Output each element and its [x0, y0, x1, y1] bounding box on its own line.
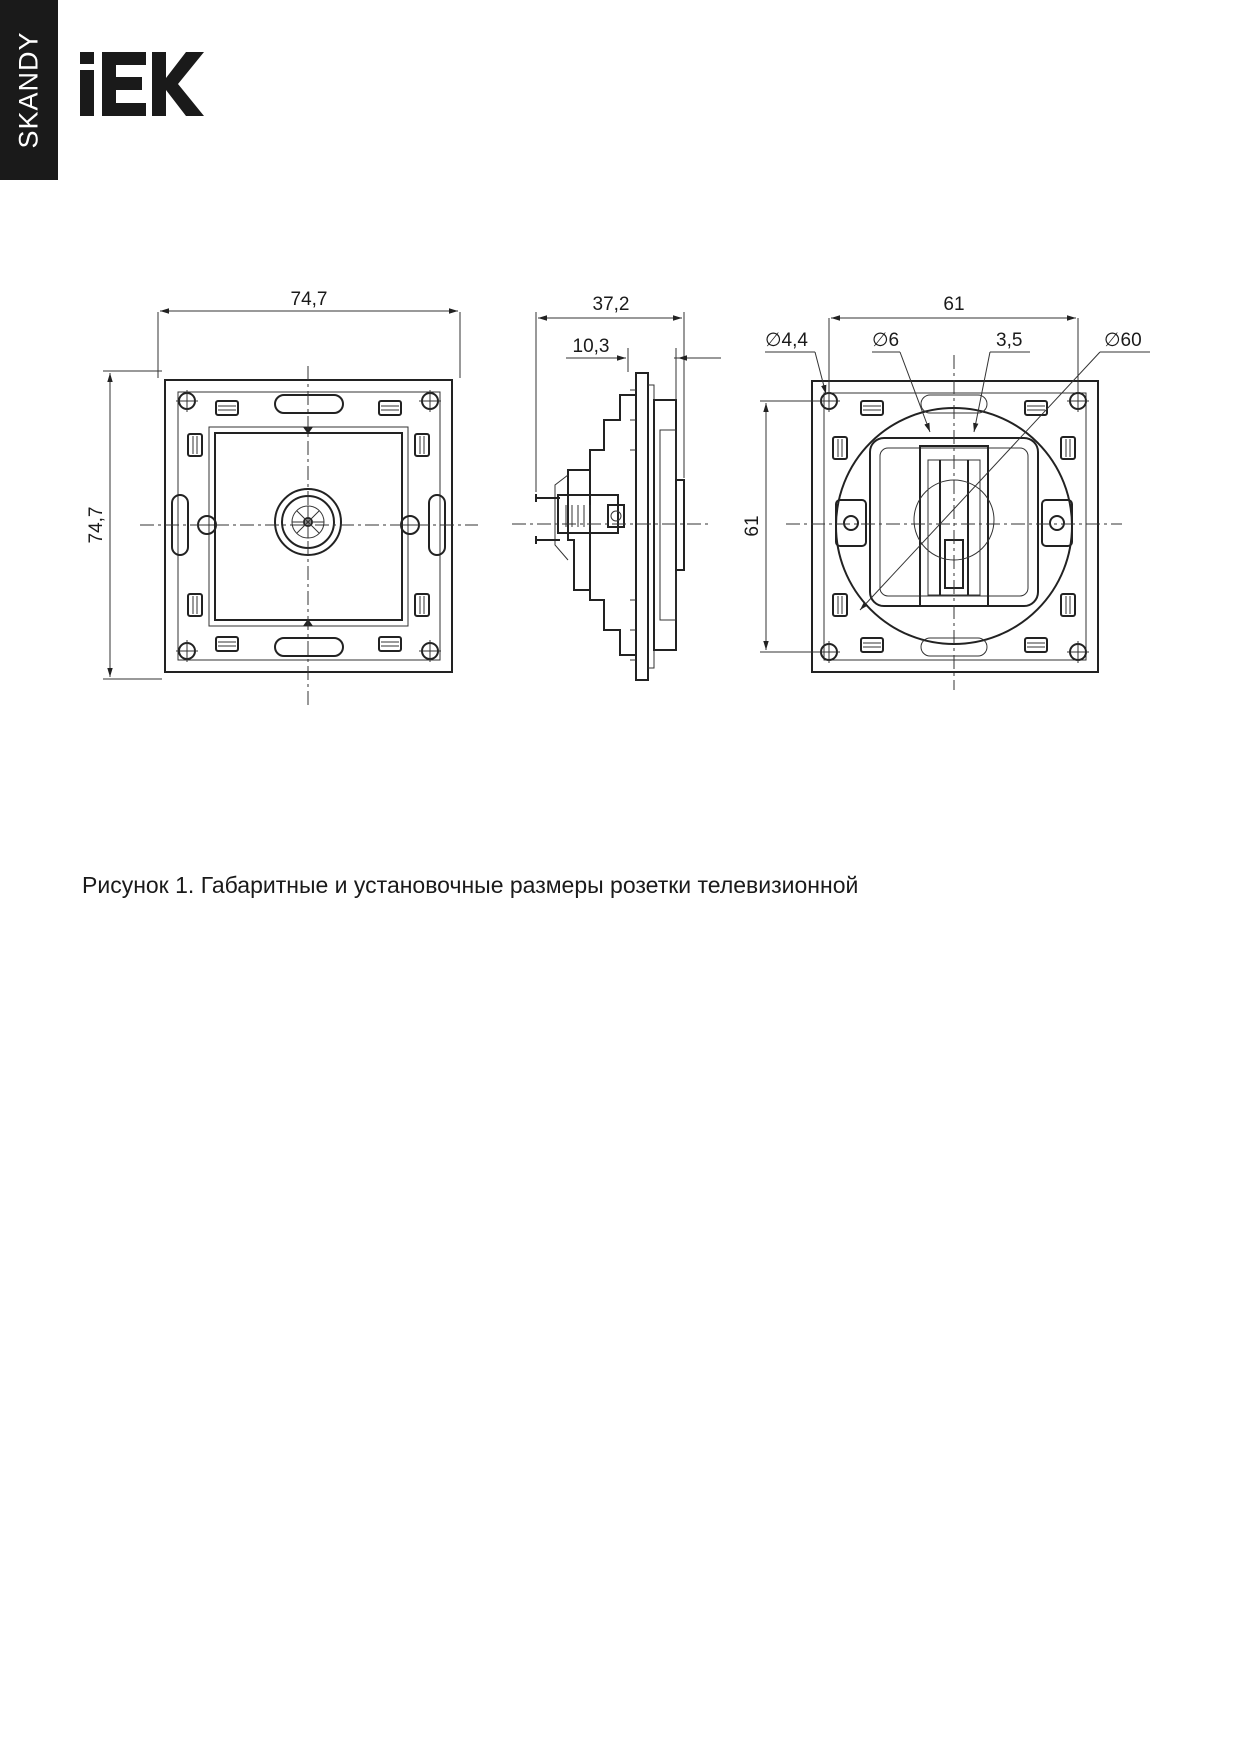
side-depth-dimension: 37,2 — [592, 294, 630, 315]
rear-view — [742, 294, 1150, 690]
rear-slot-dimension: ∅6 — [872, 330, 900, 351]
figure-caption: Рисунок 1. Габаритные и установочные размеры розетки телевизионной — [82, 872, 859, 898]
rear-height-dimension: 61 — [742, 515, 763, 537]
rear-width-dimension: 61 — [943, 294, 965, 315]
dimension-drawing — [0, 0, 1239, 760]
side-view — [512, 294, 721, 680]
front-view — [86, 289, 478, 705]
front-width-dimension: 74,7 — [290, 289, 328, 310]
rear-hole-dimension: ∅4,4 — [765, 330, 808, 351]
front-height-dimension: 74,7 — [86, 506, 107, 544]
rear-circle-dimension: ∅60 — [1104, 330, 1142, 351]
series-tab-label: SKANDY — [13, 31, 44, 149]
rear-slot-width-dimension: 3,5 — [996, 330, 1023, 351]
side-offset-dimension: 10,3 — [572, 336, 610, 357]
